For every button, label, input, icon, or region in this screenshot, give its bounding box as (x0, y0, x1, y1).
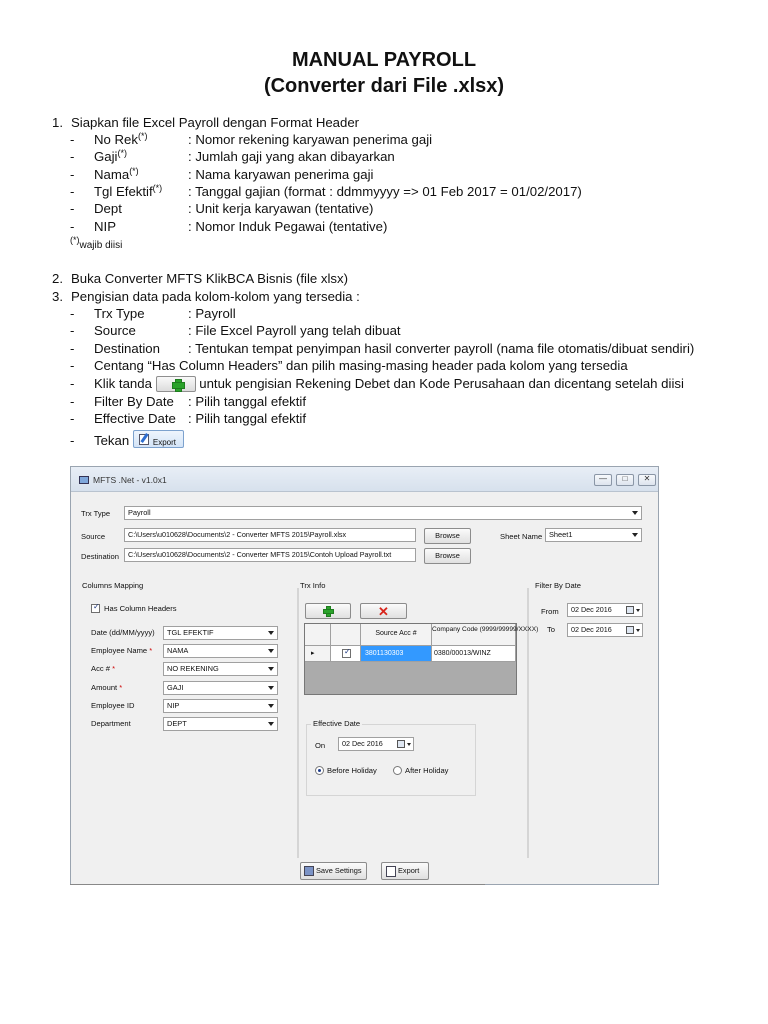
header-desc: : Nomor Induk Pegawai (tentative) (188, 219, 388, 234)
trx-type-label: Trx Type (81, 509, 111, 518)
on-label: On (315, 741, 326, 750)
maximize-button[interactable]: □ (616, 474, 634, 486)
field-term: Trx Type (94, 306, 145, 321)
source-input[interactable]: C:\Users\u010628\Documents\2 - Converter MFTS 2015\Payroll.xlsx (124, 528, 416, 542)
calendar-icon (397, 739, 411, 750)
field-term: Filter By Date (94, 394, 174, 409)
map-label: Department (91, 719, 131, 728)
source-label: Source (81, 532, 106, 541)
has-headers-checkbox[interactable] (91, 604, 100, 613)
calendar-icon (626, 625, 640, 636)
header-term: No Rek(*) (94, 131, 148, 147)
step2-text: Buka Converter MFTS KlikBCA Bisnis (file xlsx) (71, 271, 349, 286)
destination-browse-button[interactable]: Browse (424, 548, 471, 564)
destination-input[interactable]: C:\Users\u010628\Documents\2 - Converter MFTS 2015\Contoh Upload Payroll.txt (124, 548, 416, 562)
after-holiday-radio[interactable] (393, 766, 402, 775)
filter-to-picker[interactable]: 02 Dec 2016 (567, 623, 643, 637)
filter-from-picker[interactable]: 02 Dec 2016 (567, 603, 643, 617)
grid-header-source-acc: Source Acc # (361, 624, 432, 646)
step3-text: Pengisian data pada kolom-kolom yang tersedia : (71, 289, 360, 304)
columns-mapping-label: Columns Mapping (82, 581, 144, 590)
grid-header-company-code: Company Code (9999/99999/XXXX) (432, 624, 516, 646)
header-desc: : Jumlah gaji yang akan dibayarkan (188, 149, 395, 164)
chevron-down-icon (268, 686, 274, 690)
field-term: Destination (94, 341, 160, 356)
save-settings-button[interactable]: Save Settings (300, 862, 367, 880)
map-label: Date (dd/MM/yyyy) (91, 628, 155, 637)
header-term: NIP (94, 219, 116, 234)
trx-info-grid (304, 623, 539, 695)
export-button-sample: Export (133, 430, 184, 448)
step3-number: 3. (52, 289, 63, 304)
close-button[interactable]: ✕ (638, 474, 656, 486)
doc-title: MANUAL PAYROLL (291, 49, 477, 71)
floppy-disk-icon (304, 866, 314, 876)
export-icon (386, 866, 396, 877)
effective-date-label: Effective Date (313, 719, 361, 728)
plus-icon (172, 379, 183, 390)
calendar-icon (626, 605, 640, 616)
has-headers-label: Has Column Headers (104, 604, 177, 613)
from-label: From (541, 607, 559, 616)
minimize-button[interactable]: — (594, 474, 612, 486)
map-select-dept[interactable]: DEPT (163, 717, 278, 731)
map-select-empid[interactable]: NIP (163, 699, 278, 713)
export-button[interactable]: Export (381, 862, 429, 880)
field-desc: : Pilih tanggal efektif (188, 411, 307, 426)
destination-label: Destination (81, 552, 119, 561)
map-label: Amount * (91, 683, 123, 692)
add-button-sample (156, 376, 196, 392)
header-term: Tgl Efektif(*) (94, 183, 163, 199)
trx-type-select[interactable]: Payroll (124, 506, 642, 520)
chevron-down-icon (268, 704, 274, 708)
field-desc: : Tentukan tempat penyimpan hasil converter payroll (nama file otomatis/dibuat sendiri) (188, 341, 695, 356)
field-term: Effective Date (94, 411, 176, 426)
grid-cell-company-code[interactable]: 0380/00013/WINZ (432, 646, 516, 662)
export-icon (139, 434, 149, 445)
field-desc: : Payroll (188, 306, 236, 321)
map-select-name[interactable]: NAMA (163, 644, 278, 658)
field-term: Source (94, 323, 136, 338)
required-note: (*)wajib diisi (70, 235, 123, 251)
to-label: To (547, 625, 556, 634)
plus-icon (323, 606, 334, 617)
app-icon (79, 476, 89, 484)
header-desc: : Nama karyawan penerima gaji (188, 167, 374, 182)
step1-text: Siapkan file Excel Payroll dengan Format Header (71, 115, 360, 130)
window-title: MFTS .Net - v1.0x1 (93, 475, 167, 485)
centang-text: Centang “Has Column Headers” dan pilih masing-masing header pada kolom yang tersedia (94, 358, 628, 373)
klik-text: Klik tanda untuk pengisian Rekening Debet dan Kode Perusahaan dan dicentang setelah diisi (94, 376, 684, 391)
add-row-button[interactable] (305, 603, 351, 619)
before-holiday-label: Before Holiday (327, 766, 377, 775)
map-label: Employee ID (91, 701, 135, 710)
chevron-down-icon (632, 533, 638, 537)
sheet-name-label: Sheet Name (500, 532, 543, 541)
source-browse-button[interactable]: Browse (424, 528, 471, 544)
field-desc: : Pilih tanggal efektif (188, 394, 307, 409)
chevron-down-icon (268, 649, 274, 653)
tekan-text: Tekan Export (94, 432, 184, 449)
filter-by-date-label: Filter By Date (535, 581, 581, 590)
map-label: Acc # * (91, 664, 116, 673)
chevron-down-icon (268, 667, 274, 671)
doc-subtitle: (Converter dari File .xlsx) (263, 75, 505, 97)
map-select-acc[interactable]: NO REKENING (163, 662, 278, 676)
header-desc: : Tanggal gajian (format : ddmmyyyy => 01 Feb 2017 = 01/02/2017) (188, 184, 582, 199)
trx-info-label: Trx Info (300, 581, 326, 590)
x-icon: ✕ (378, 604, 389, 619)
step1-number: 1. (52, 115, 63, 130)
header-term: Gaji(*) (94, 148, 127, 164)
header-desc: : Unit kerja karyawan (tentative) (188, 201, 374, 216)
map-label: Employee Name * (91, 646, 153, 655)
step2-number: 2. (52, 271, 63, 286)
map-select-amount[interactable]: GAJI (163, 681, 278, 695)
window-titlebar (71, 467, 658, 492)
header-term: Dept (94, 201, 122, 216)
chevron-down-icon (268, 631, 274, 635)
field-desc: : File Excel Payroll yang telah dibuat (188, 323, 401, 338)
delete-row-button[interactable] (360, 603, 407, 619)
chevron-down-icon (268, 722, 274, 726)
effective-date-picker[interactable]: 02 Dec 2016 (338, 737, 414, 751)
map-select-date[interactable]: TGL EFEKTIF (163, 626, 278, 640)
header-term: Nama(*) (94, 166, 139, 182)
row-selector-icon[interactable]: ▸ (305, 646, 331, 662)
chevron-down-icon (632, 511, 638, 515)
before-holiday-radio[interactable] (315, 766, 324, 775)
header-desc: : Nomor rekening karyawan penerima gaji (188, 132, 433, 147)
sheet-name-select[interactable]: Sheet1 (545, 528, 642, 542)
grid-cell-source-acc[interactable]: 3801130303 (361, 646, 432, 662)
after-holiday-label: After Holiday (405, 766, 449, 775)
row-checkbox[interactable] (342, 649, 351, 658)
